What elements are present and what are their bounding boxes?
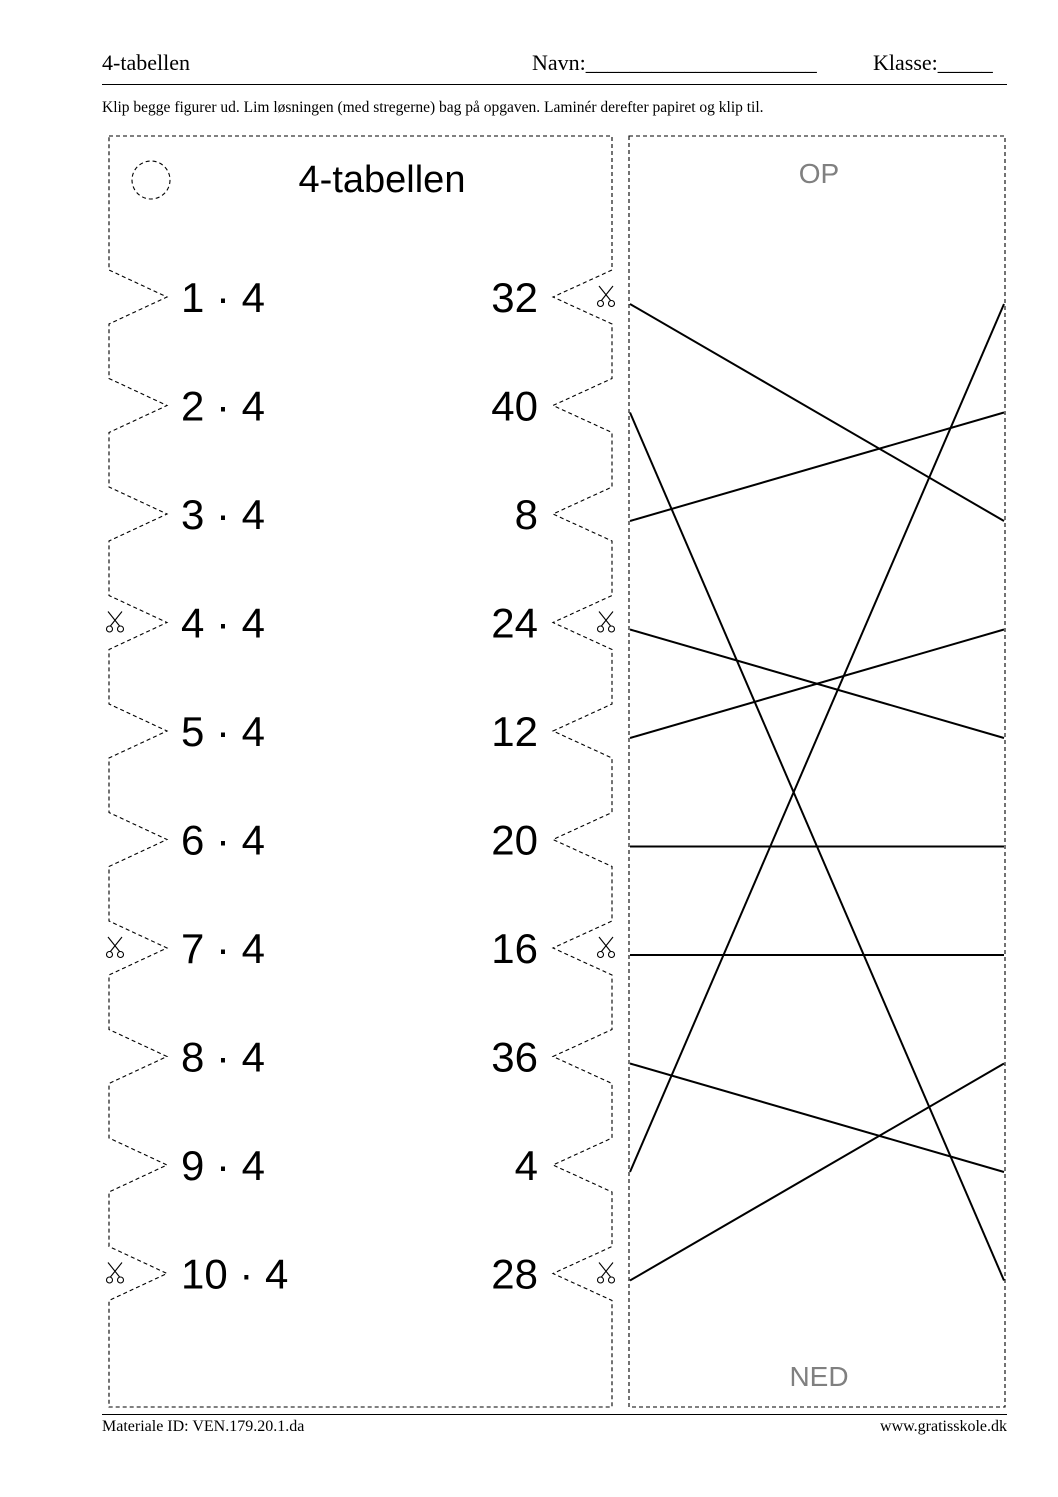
scissors-icon [598, 937, 615, 958]
card-title: 4-tabellen [298, 159, 466, 201]
answer-5: 12 [491, 708, 538, 755]
problem-10: 10 · 4 [181, 1250, 289, 1298]
problem-9: 9 · 4 [181, 1142, 266, 1189]
scissors-icon [107, 937, 124, 958]
answer-10: 28 [491, 1250, 538, 1298]
problem-8: 8 · 4 [181, 1033, 266, 1081]
answers [491, 274, 538, 1298]
scissors-marks [107, 286, 615, 1283]
left-card [107, 136, 615, 1407]
scissors-icon [598, 286, 615, 307]
name-field[interactable]: Navn:_____________________ [532, 50, 817, 75]
solution-line-3 [630, 413, 1004, 522]
problem-2: 2 · 4 [181, 382, 266, 430]
answer-2: 40 [491, 382, 538, 430]
problem-1: 1 · 4 [181, 274, 266, 321]
website-link[interactable]: www.gratisskole.dk [880, 1418, 1007, 1435]
solution-line-10 [630, 1064, 1004, 1281]
answer-3: 8 [514, 491, 538, 538]
problems [181, 274, 288, 1298]
material-id: Materiale ID: VEN.179.20.1.da [102, 1418, 305, 1435]
scissors-icon [598, 612, 615, 633]
problem-4: 4 · 4 [181, 599, 266, 647]
left-card-outline [109, 136, 612, 1407]
answer-8: 36 [491, 1033, 538, 1081]
header-title: 4-tabellen [102, 50, 190, 75]
scissors-icon [107, 612, 124, 633]
solution-line-8 [630, 1064, 1004, 1173]
solution-line-1 [630, 304, 1004, 521]
solution-line-9 [630, 304, 1004, 1172]
problem-6: 6 · 4 [181, 816, 266, 864]
dashed-circle-icon [132, 161, 170, 199]
answer-1: 32 [491, 274, 538, 321]
answer-9: 4 [514, 1142, 538, 1189]
footer-divider [102, 1414, 1007, 1415]
scissors-icon [107, 1263, 124, 1284]
bottom-label: NED [789, 1361, 849, 1392]
answer-4: 24 [491, 599, 538, 647]
problem-3: 3 · 4 [181, 491, 266, 538]
class-field[interactable]: Klasse:_____ [873, 50, 993, 75]
instructions: Klip begge figurer ud. Lim løsningen (med stregerne) bag på opgaven. Laminér derefter papiret og klip til. [102, 99, 764, 116]
right-card [629, 136, 1005, 1407]
answer-7: 16 [491, 925, 538, 972]
scissors-icon [598, 1263, 615, 1284]
solution-lines [630, 304, 1004, 1281]
top-label: OP [798, 158, 840, 189]
right-card-outline [629, 136, 1005, 1407]
answer-6: 20 [491, 816, 538, 864]
problem-5: 5 · 4 [181, 708, 266, 755]
problem-7: 7 · 4 [181, 925, 266, 972]
